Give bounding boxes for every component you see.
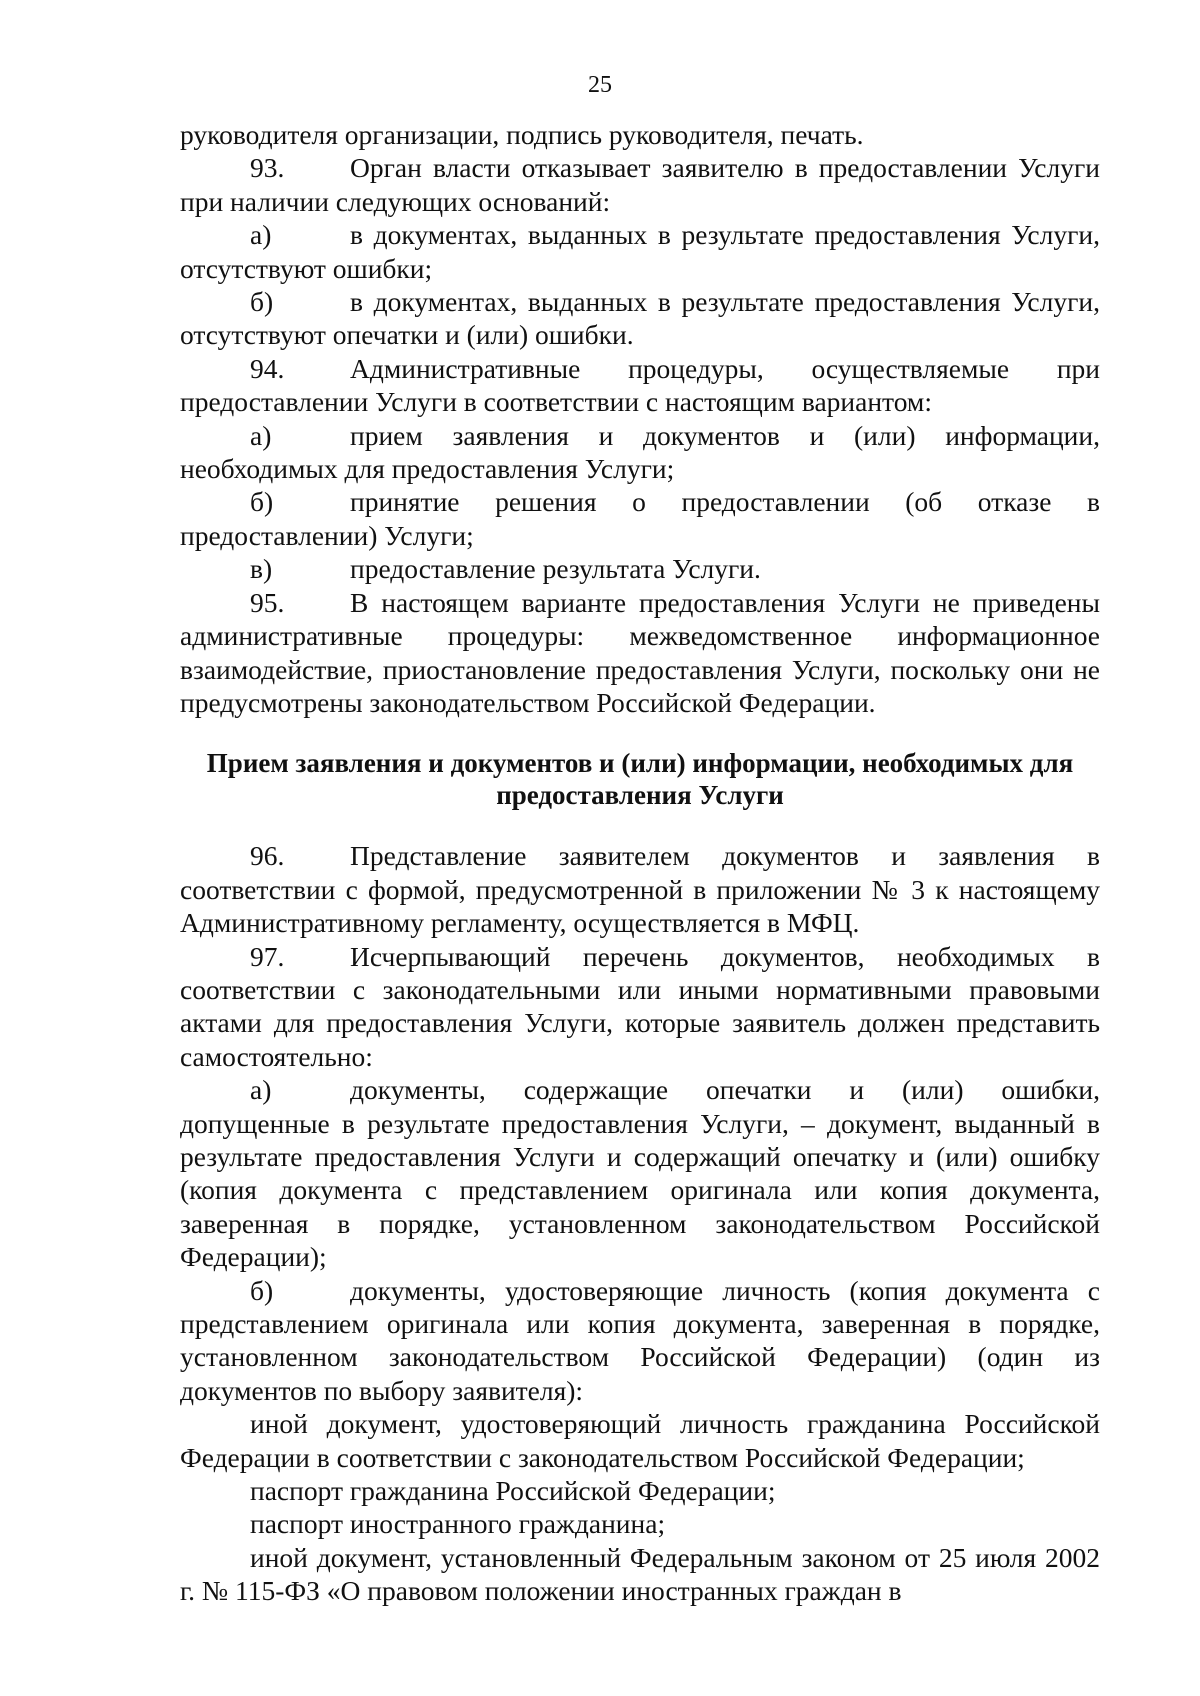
numbered-paragraph [180, 485, 1100, 552]
section-heading: Прием заявления и документов и (или) информации, необходимых для предоставления Услуги [206, 748, 1074, 811]
indented-paragraph [180, 1507, 1100, 1540]
paragraph-number: а) [250, 1074, 272, 1106]
paragraph-number: 97. [250, 940, 285, 972]
numbered-paragraph [180, 1073, 1100, 1273]
paragraph-number: в) [250, 553, 273, 585]
numbered-paragraph [180, 352, 1100, 419]
paragraph-number: 94. [250, 352, 285, 384]
paragraph-number: 96. [250, 840, 285, 872]
paragraph-text: предоставление результата Услуги. [350, 553, 761, 585]
paragraph-text: документы, содержащие опечатки и (или) ошибки, допущенные в результате предоставления Услуги, – документ, выданный в результате предоставления Услуги и содержащий опечатку и (или) ошибку (копия документа с представлением оригинала или копия документа, заверенная в порядке, установленном законодательством Российской Федерации); [180, 1074, 1100, 1273]
indented-paragraph [180, 1541, 1100, 1608]
paragraphs-bottom [180, 839, 1100, 1607]
numbered-paragraph [180, 151, 1100, 218]
paragraph-text: паспорт иностранного гражданина; [250, 1508, 666, 1540]
paragraph-text: принятие решения о предоставлении (об отказе в предоставлении) Услуги; [180, 486, 1100, 551]
paragraphs-top [180, 118, 1100, 719]
numbered-paragraph [180, 419, 1100, 486]
paragraph-number: а) [250, 419, 272, 451]
paragraph-text: Представление заявителем документов и заявления в соответствии с формой, предусмотренной в приложении № 3 к настоящему Административному регламенту, осуществляется в МФЦ. [180, 840, 1100, 939]
numbered-paragraph [180, 218, 1100, 285]
paragraph-number: 95. [250, 586, 285, 618]
paragraph-text: в документах, выданных в результате предоставления Услуги, отсутствуют опечатки и (или) ошибки. [180, 286, 1100, 351]
indented-paragraph [180, 1474, 1100, 1507]
numbered-paragraph [180, 1274, 1100, 1408]
paragraph-number: а) [250, 219, 272, 251]
paragraph-number: б) [250, 1274, 274, 1306]
paragraph-text: В настоящем варианте предоставления Услуги не приведены административные процедуры: межведомственное информационное взаимодействие, приостановление предоставления Услуги, поскольку они не предусмотрены законодательством Российской Федерации. [180, 586, 1100, 718]
numbered-paragraph [180, 940, 1100, 1074]
paragraph-text: документы, удостоверяющие личность (копия документа с представлением оригинала или копия документа, заверенная в порядке, установленном законодательством Российской Федерации) (один из документов по выбору заявителя): [180, 1274, 1100, 1406]
paragraph-text: Административные процедуры, осуществляемые при предоставлении Услуги в соответствии с настоящим вариантом: [180, 352, 1100, 418]
paragraph-text: паспорт гражданина Российской Федерации; [250, 1475, 776, 1507]
paragraph-text: иной документ, удостоверяющий личность гражданина Российской Федерации в соответствии с законодательством Российской Федерации; [180, 1408, 1100, 1473]
paragraph-text: Орган власти отказывает заявителю в предоставлении Услуги при наличии следующих оснований: [180, 152, 1100, 217]
indented-paragraph [180, 1407, 1100, 1474]
paragraph-text: Исчерпывающий перечень документов, необходимых в соответствии с законодательными или иными нормативными правовыми актами для предоставления Услуги, которые заявитель должен представить самостоятельно: [180, 940, 1100, 1072]
numbered-paragraph [180, 285, 1100, 352]
paragraph-number: б) [250, 286, 274, 318]
document-body [180, 118, 1100, 1608]
numbered-paragraph [180, 586, 1100, 720]
paragraph-number: 93. [250, 152, 285, 184]
page-number: 25 [588, 72, 612, 98]
paragraph-text: руководителя организации, подпись руководителя, печать. [180, 119, 864, 150]
paragraph-text: иной документ, установленный Федеральным законом от 25 июля 2002 г. № 115-ФЗ «О правовом положении иностранных граждан в [180, 1541, 1100, 1607]
numbered-paragraph [180, 552, 1100, 585]
paragraph-continuation [180, 118, 1100, 151]
numbered-paragraph [180, 839, 1100, 939]
paragraph-text: прием заявления и документов и (или) информации, необходимых для предоставления Услуги; [180, 419, 1100, 485]
paragraph-number: б) [250, 486, 274, 518]
paragraph-text: в документах, выданных в результате предоставления Услуги, отсутствуют ошибки; [180, 219, 1100, 284]
